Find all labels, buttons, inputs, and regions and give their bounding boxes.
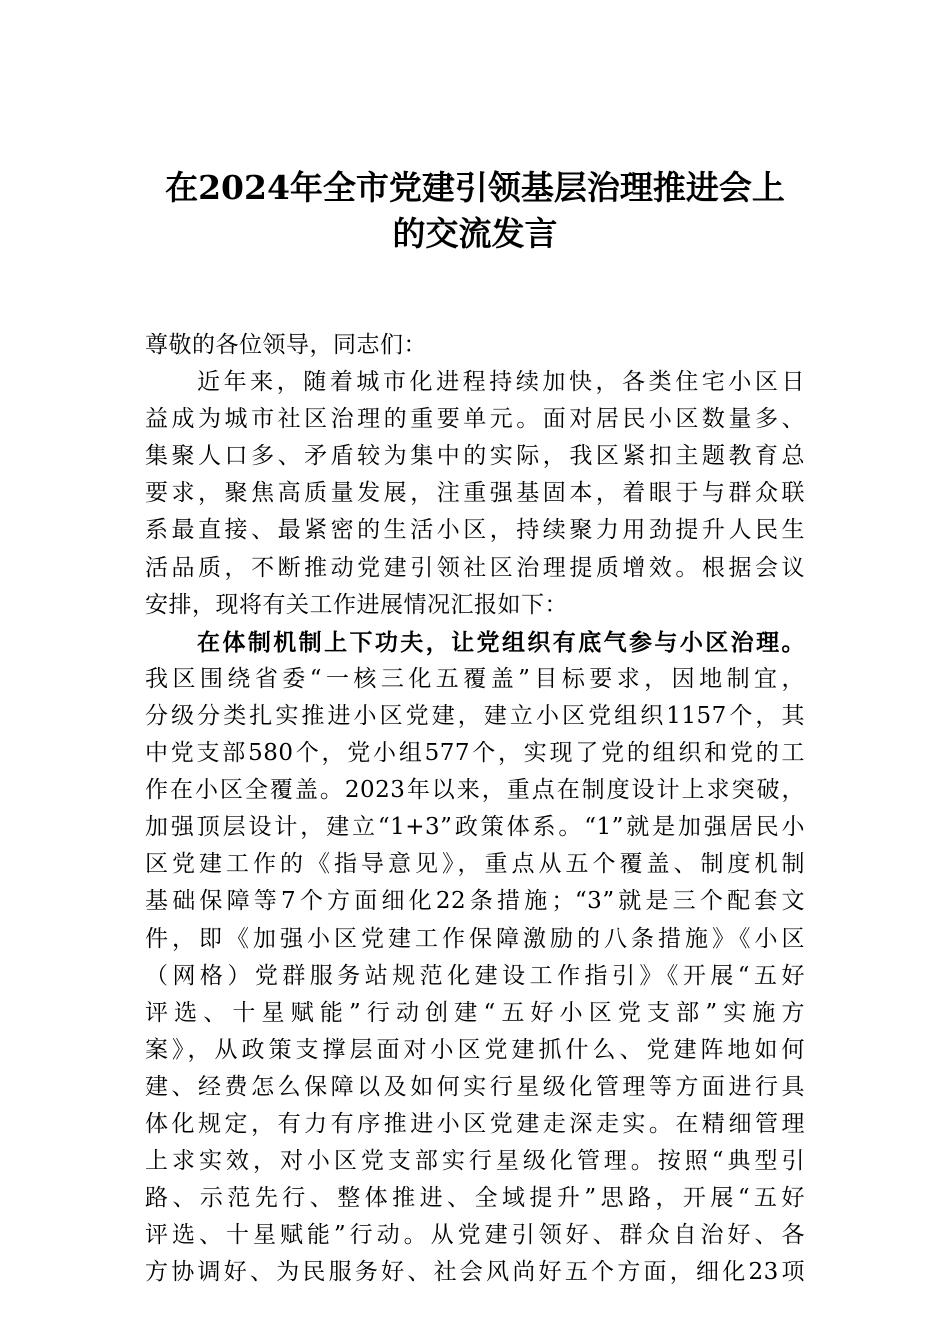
document-body	[145, 327, 805, 1291]
paragraph-1-line: 近年来，随着城市化进程持续加快，各类住宅小区日	[197, 369, 805, 396]
section-1-line: 作在小区全覆盖。2023年以来，重点在制度设计上求突破，	[145, 777, 805, 804]
salutation: 尊敬的各位领导，同志们：	[145, 332, 427, 358]
paragraph-1-line: 要求，聚焦高质量发展，注重强基固本，着眼于与群众联	[145, 480, 805, 507]
section-1-line: 中党支部580个，党小组577个，实现了党的组织和党的工	[145, 740, 805, 767]
paragraph-1-line: 安排，现将有关工作进展情况汇报如下：	[145, 591, 568, 618]
paragraph-1-line: 益成为城市社区治理的重要单元。面对居民小区数量多、	[145, 406, 805, 433]
section-1-line: 评选、十星赋能”行动。从党建引领好、群众自治好、各	[145, 1222, 805, 1249]
section-1-line: 加强顶层设计，建立“1+3”政策体系。“1”就是加强居民小	[145, 814, 805, 841]
document-title-line-1: 在2024年全市党建引领基层治理推进会上	[165, 168, 785, 207]
section-1-line: 案》，从政策支撑层面对小区党建抓什么、党建阵地如何	[145, 1036, 805, 1063]
section-1-line: 路、示范先行、整体推进、全域提升”思路，开展“五好	[145, 1185, 805, 1212]
paragraph-1-line: 系最直接、最紧密的生活小区，持续聚力用劲提升人民生	[145, 517, 805, 544]
section-1-line: 分级分类扎实推进小区党建，建立小区党组织1157个，其	[145, 702, 805, 729]
section-1-heading-text: 在体制机制上下功夫，让党组织有底气参与小区治理。	[197, 628, 805, 656]
section-1-heading	[145, 624, 805, 661]
document-title-line-2: 的交流发言	[392, 214, 558, 253]
section-1-line: 我区围绕省委“一核三化五覆盖”目标要求，因地制宜，	[145, 665, 805, 692]
paragraph-1-line: 集聚人口多、矛盾较为集中的实际，我区紧扣主题教育总	[145, 443, 805, 470]
section-1-line: 评选、十星赋能”行动创建“五好小区党支部”实施方	[145, 999, 805, 1026]
section-1-line: 建、经费怎么保障以及如何实行星级化管理等方面进行具	[145, 1073, 805, 1100]
paragraph-1-line: 活品质，不断推动党建引领社区治理提质增效。根据会议	[145, 554, 805, 581]
section-1-line: 区党建工作的《指导意见》，重点从五个覆盖、制度机制	[145, 851, 805, 878]
section-1-line: （网格）党群服务站规范化建设工作指引》《开展“五好	[145, 962, 805, 989]
section-1-line: 体化规定，有力有序推进小区党建走深走实。在精细管理	[145, 1110, 805, 1137]
section-1-line: 方协调好、为民服务好、社会风尚好五个方面，细化23项	[145, 1259, 805, 1286]
section-1-line: 基础保障等7个方面细化22条措施；“3”就是三个配套文	[145, 888, 805, 915]
section-1-line: 上求实效，对小区党支部实行星级化管理。按照“典型引	[145, 1148, 805, 1175]
section-1-line: 件，即《加强小区党建工作保障激励的八条措施》《小区	[145, 925, 805, 952]
